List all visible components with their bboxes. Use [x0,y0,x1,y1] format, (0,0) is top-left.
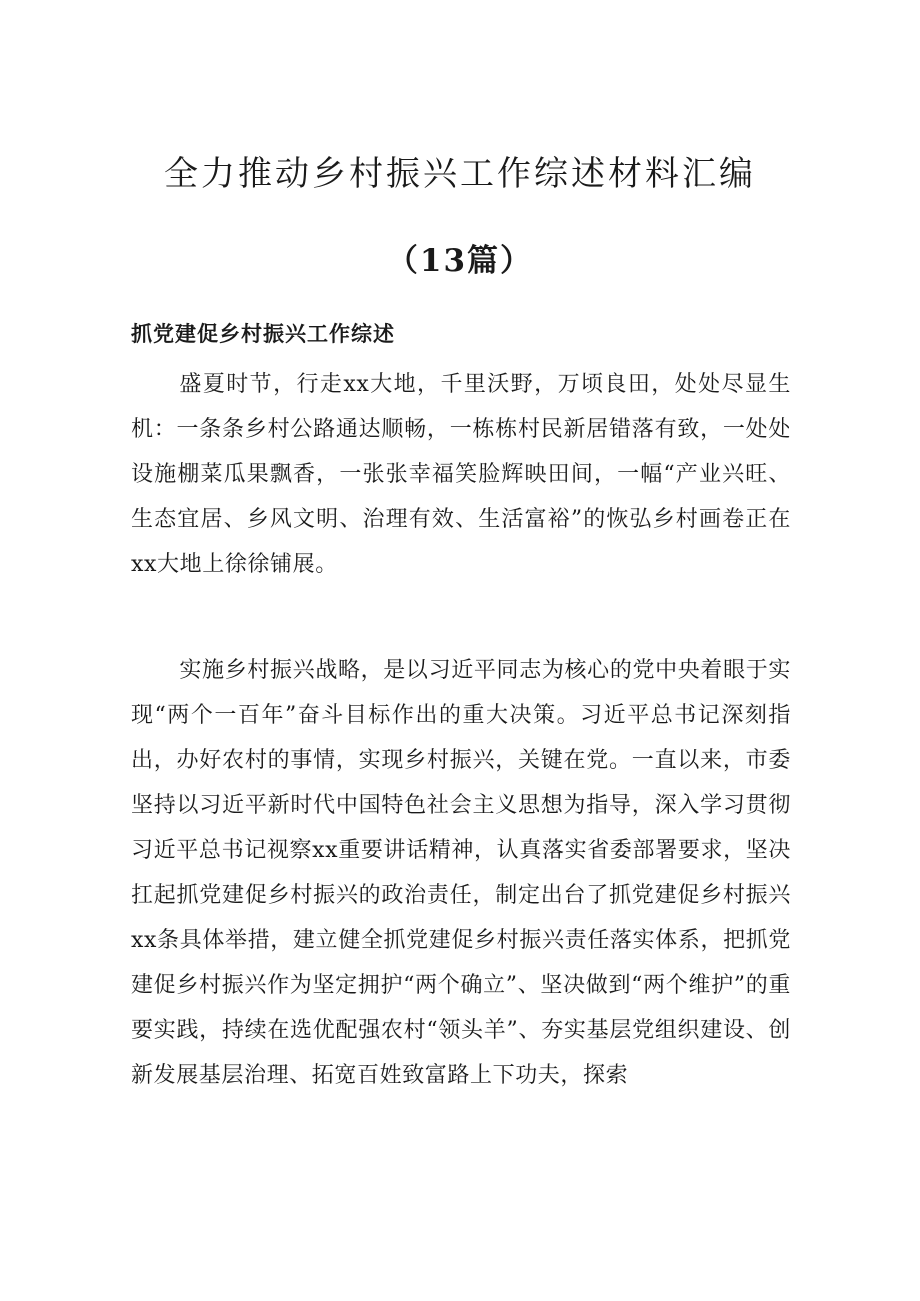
document-subtitle-count: （13篇） [386,243,534,279]
paragraph-strategy: 实施乡村振兴战略，是以习近平同志为核心的党中央着眼于实现“两个一百年”奋斗目标作出的重大决策。习近平总书记深刻指出，办好农村的事情，实现乡村振兴，关键在党。一直以来，市委坚持以习近平新时代中国特色社会主义思想为指导，深入学习贯彻习近平总书记视察xx重要讲话精神，认真落实省委部署要求，坚决扛起抓党建促乡村振兴的政治责任，制定出台了抓党建促乡村振兴xx条具体举措，建立健全抓党建促乡村振兴责任落实体系，把抓党建促乡村振兴作为坚定拥护“两个确立”、坚决做到“两个维护”的重要实践，持续在选优配强农村“领头羊”、夯实基层党组织建设、创新发展基层治理、拓宽百姓致富路上下功夫，探索 [131,658,791,1088]
paragraph-intro: 盛夏时节，行走xx大地，千里沃野，万顷良田，处处尽显生机：一条条乡村公路通达顺畅，一栋栋村民新居错落有致，一处处设施棚菜瓜果飘香，一张张幸福笑脸辉映田间，一幅“产业兴旺、生态宜居、乡风文明、治理有效、生活富裕”的恢弘乡村画卷正在xx大地上徐徐铺展。 [131,372,791,577]
document-title: 全力推动乡村振兴工作综述材料汇编 [164,154,756,194]
section-heading: 抓党建促乡村振兴工作综述 [131,321,395,346]
